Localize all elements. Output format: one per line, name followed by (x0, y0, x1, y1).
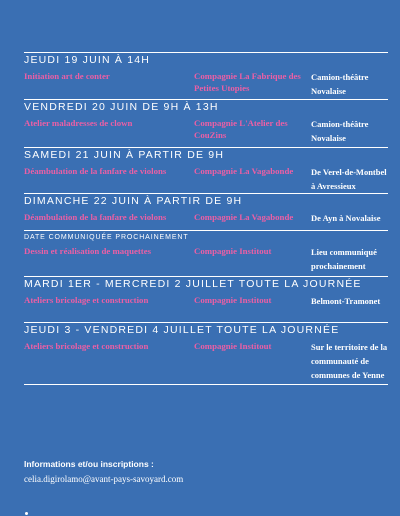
event-activity: Déambulation de la fanfare de violons (24, 212, 167, 222)
event-row (24, 147, 388, 191)
event-activity: Ateliers bricolage et construction (24, 295, 149, 305)
event-company: Compagnie Institout (194, 246, 272, 256)
event-date: DATE COMMUNIQUÉE PROCHAINEMENT (24, 234, 189, 241)
contact-label: Informations et/ou inscriptions : (24, 459, 154, 469)
event-place: Lieu communiqué prochainement (311, 247, 377, 271)
event-activity: Dessin et réalisation de maquettes (24, 246, 152, 256)
event-place: De Ayn à Novalaise (311, 213, 381, 223)
event-row (24, 52, 388, 96)
bullet-mark (25, 512, 28, 515)
event-company: Compagnie La Vagabonde (194, 166, 294, 176)
event-company: Compagnie La Vagabonde (194, 212, 294, 222)
event-company: Compagnie Institout (194, 295, 272, 305)
event-row (24, 322, 388, 380)
section-divider (24, 384, 388, 385)
event-place: Camion-théâtre Novalaise (311, 72, 369, 96)
event-activity: Ateliers bricolage et construction (24, 341, 149, 351)
event-date: JEUDI 3 - VENDREDI 4 JUILLET TOUTE LA JOURNÉE (24, 324, 340, 336)
event-date: DIMANCHE 22 JUIN À PARTIR DE 9H (24, 195, 243, 207)
event-row (24, 276, 388, 306)
event-date: VENDREDI 20 JUIN DE 9H À 13H (24, 101, 219, 113)
event-date: SAMEDI 21 JUIN À PARTIR DE 9H (24, 149, 225, 161)
event-activity: Déambulation de la fanfare de violons (24, 166, 167, 176)
event-row (24, 99, 388, 143)
event-company: Compagnie Institout (194, 341, 272, 351)
event-row (24, 193, 388, 223)
contact-email[interactable]: celia.digirolamo@avant-pays-savoyard.com (24, 474, 184, 484)
event-activity: Atelier maladresses de clown (24, 118, 133, 128)
event-place: De Verel-de-Montbel à Avressieux (311, 167, 387, 191)
event-place: Camion-théâtre Novalaise (311, 119, 369, 143)
event-date: MARDI 1ER - MERCREDI 2 JUILLET TOUTE LA JOURNÉE (24, 278, 362, 290)
event-activity: Initiation art de conter (24, 71, 110, 81)
event-company: Compagnie L'Atelier des CouZins (194, 118, 288, 140)
event-place: Sur le territoire de la communauté de communes de Yenne (311, 342, 388, 380)
event-date: JEUDI 19 JUIN À 14H (24, 54, 151, 66)
event-place: Belmont-Tramonet (311, 296, 381, 306)
event-company: Compagnie La Fabrique des Petites Utopies (194, 71, 301, 93)
event-row (24, 230, 388, 271)
